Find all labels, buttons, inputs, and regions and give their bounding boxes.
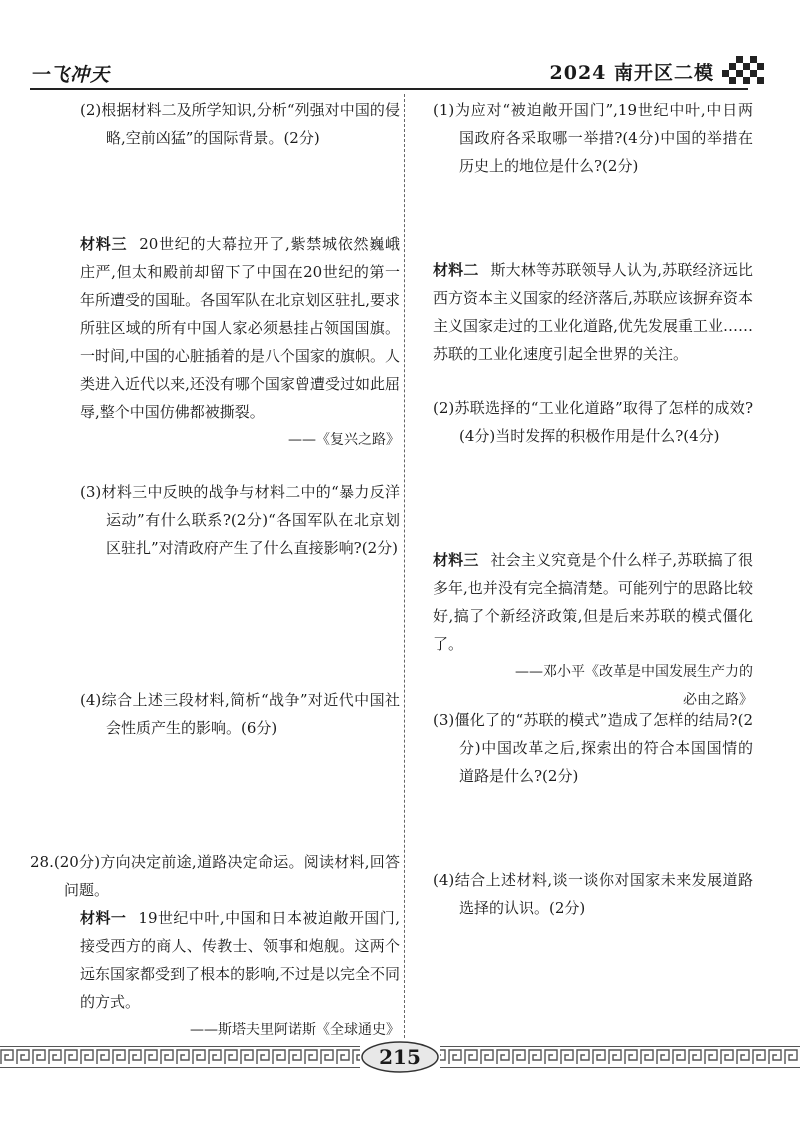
left-material-3 <box>80 230 400 454</box>
right-material-3 <box>433 546 753 714</box>
material-label: 材料二 <box>433 261 479 279</box>
exam-title: 2024 南开区二模 <box>549 62 714 84</box>
material-source: ——《复兴之路》 <box>288 432 400 448</box>
right-material-2 <box>433 256 753 368</box>
material-text: 社会主义究竟是个什么样子,苏联搞了很多年,也并没有完全搞清楚。可能列宁的思路比较好,搞了个新经济政策,但是后来苏联的模式僵化了。 <box>433 551 753 653</box>
page-number: 215 <box>379 1045 421 1069</box>
question-28: 28.(20分)方向决定前途,道路决定命运。阅读材料,回答问题。 材料一 19世纪中叶,中国和日本被迫敞开国门,接受西方的商人、传教士、领事和炮舰。这两个远东国家都受到了根本的影响,不过是以完全不同的方式。 ——斯塔夫里阿诺斯《全球通史》 <box>30 848 400 1044</box>
right-question-2: (2)苏联选择的“工业化道路”取得了怎样的成效?(4分)当时发挥的积极作用是什么?(4分) <box>433 399 753 445</box>
header-rule <box>30 88 748 90</box>
material-label: 材料三 <box>80 235 128 253</box>
material-text: 19世纪中叶,中国和日本被迫敞开国门,接受西方的商人、传教士、领事和炮舰。这两个远东国家都受到了根本的影响,不过是以完全不同的方式。 <box>80 909 400 1011</box>
material-label: 材料一 <box>80 909 127 927</box>
material-text: 斯大林等苏联领导人认为,苏联经济远比西方资本主义国家的经济落后,苏联应该摒弃资本主义国家走过的工业化道路,优先发展重工业……苏联的工业化速度引起全世界的关注。 <box>433 261 753 363</box>
right-question-4: (4)结合上述材料,谈一谈你对国家未来发展道路选择的认识。(2分) <box>433 871 753 917</box>
material-source: ——斯塔夫里阿诺斯《全球通史》 <box>190 1022 400 1038</box>
right-question-3: (3)僵化了的“苏联的模式”造成了怎样的结局?(2分)中国改革之后,探索出的符合本国国情的道路是什么?(2分) <box>433 711 753 785</box>
right-question-1: (1)为应对“被迫敞开国门”,19世纪中叶,中日两国政府各采取哪一举措?(4分)中国的举措在历史上的地位是什么?(2分) <box>433 101 753 175</box>
material-source-line-1: ——邓小平《改革是中国发展生产力的 <box>515 664 753 680</box>
logo: 一飞冲天 <box>30 64 111 86</box>
checker-decoration-icon <box>722 56 764 84</box>
left-question-3: (3)材料三中反映的战争与材料二中的“暴力反洋运动”有什么联系?(2分)“各国军队在北京划区驻扎”对清政府产生了什么直接影响?(2分) <box>80 483 400 557</box>
left-question-4: (4)综合上述三段材料,简析“战争”对近代中国社会性质产生的影响。(6分) <box>80 691 400 737</box>
column-divider <box>404 94 405 1038</box>
material-source-line-2: 必由之路》 <box>683 692 753 708</box>
material-label: 材料三 <box>433 551 479 569</box>
left-question-2: (2)根据材料二及所学知识,分析“列强对中国的侵略,空前凶猛”的国际背景。(2分) <box>80 101 400 147</box>
material-text: 20世纪的大幕拉开了,紫禁城依然巍峨庄严,但太和殿前却留下了中国在20世纪的第一年所遭受的国耻。各国军队在北京划区驻扎,要求所驻区域的所有中国人家必须悬挂占领国国旗。一时间,中国的心脏插着的是八个国家的旗帜。人类进入近代以来,还没有哪个国家曾遭受过如此屈辱,整个中国仿佛都被撕裂。 <box>80 235 400 421</box>
